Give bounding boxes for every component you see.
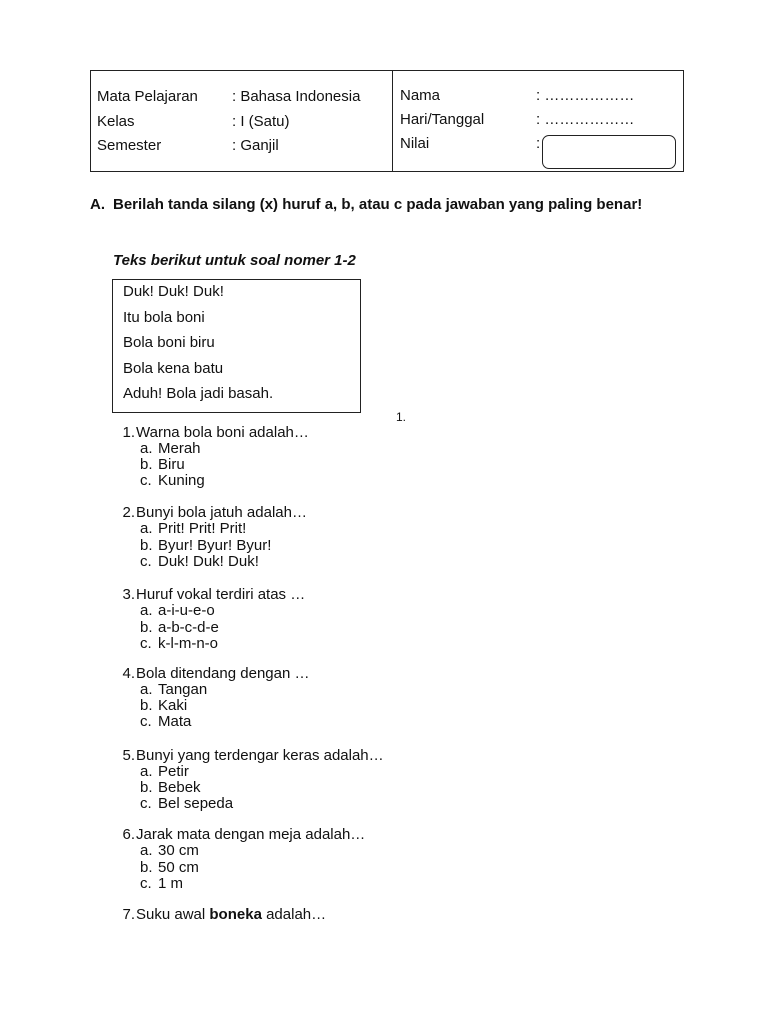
option-letter: c. [140, 635, 152, 652]
question-number: 5. [122, 747, 135, 764]
option-letter: a. [140, 763, 153, 780]
class-label: Kelas [97, 113, 135, 130]
score-box[interactable] [542, 135, 676, 169]
option-text: Tangan [158, 681, 208, 698]
option-text: Kuning [158, 472, 205, 489]
answer-option[interactable] [140, 554, 259, 570]
answer-option[interactable] [140, 620, 219, 636]
passage-line: Bola boni biru [123, 334, 215, 351]
option-text: a-i-u-e-o [158, 602, 215, 619]
option-text: Mata [158, 713, 192, 730]
answer-option[interactable] [140, 473, 205, 489]
date-label: Hari/Tanggal [400, 111, 485, 128]
passage-title: Teks berikut untuk soal nomer 1-2 [113, 252, 356, 269]
option-letter: c. [140, 472, 152, 489]
option-text: Bebek [158, 779, 201, 796]
name-label: Nama [400, 87, 441, 104]
option-text: 50 cm [158, 859, 199, 876]
option-text: Kaki [158, 697, 188, 714]
subject-value: : Bahasa Indonesia [232, 88, 361, 105]
option-letter: a. [140, 681, 153, 698]
question-text: Bola ditendang dengan … [136, 665, 310, 682]
option-text: k-l-m-n-o [158, 635, 218, 652]
question-text: Bunyi bola jatuh adalah… [136, 504, 307, 521]
answer-option[interactable] [140, 698, 187, 714]
date-field[interactable]: : ……………… [536, 111, 635, 128]
option-letter: b. [140, 779, 153, 796]
option-letter: b. [140, 537, 153, 554]
question-number: 2. [122, 504, 135, 521]
stray-number-mark: 1. [396, 410, 407, 424]
question-text-before: Suku awal [136, 906, 206, 923]
header-table [90, 70, 684, 172]
answer-option[interactable] [140, 843, 199, 859]
option-letter: c. [140, 795, 152, 812]
question-number: 1. [122, 424, 135, 441]
question-number: 6. [122, 826, 135, 843]
header-divider [392, 71, 393, 171]
option-text: 1 m [158, 875, 184, 892]
answer-option[interactable] [140, 521, 246, 537]
name-field[interactable]: : ……………… [536, 87, 635, 104]
option-letter: b. [140, 697, 153, 714]
score-colon: : [536, 135, 541, 152]
option-text: a-b-c-d-e [158, 619, 219, 636]
question-text: Warna bola boni adalah… [136, 424, 309, 441]
section-instruction-text: Berilah tanda silang (x) huruf a, b, atau c pada jawaban yang paling benar! [113, 196, 643, 213]
passage-line: Itu bola boni [123, 309, 205, 326]
answer-option[interactable] [140, 860, 199, 876]
option-letter: c. [140, 875, 152, 892]
answer-option[interactable] [140, 457, 185, 473]
option-text: Duk! Duk! Duk! [158, 553, 259, 570]
answer-option[interactable] [140, 636, 218, 652]
option-letter: b. [140, 619, 153, 636]
passage-line: Duk! Duk! Duk! [123, 283, 224, 300]
option-letter: b. [140, 456, 153, 473]
question-number: 3. [122, 586, 135, 603]
option-text: Merah [158, 440, 201, 457]
semester-value: : Ganjil [232, 137, 279, 154]
option-letter: c. [140, 713, 152, 730]
question-number: 7. [122, 906, 135, 923]
answer-option[interactable] [140, 780, 201, 796]
option-text: Prit! Prit! Prit! [158, 520, 247, 537]
passage-box [112, 279, 361, 413]
option-text: Petir [158, 763, 189, 780]
answer-option[interactable] [140, 682, 207, 698]
option-text: Byur! Byur! Byur! [158, 537, 272, 554]
option-text: 30 cm [158, 842, 199, 859]
passage-line: Bola kena batu [123, 360, 224, 377]
answer-option[interactable] [140, 603, 215, 619]
question-text: Jarak mata dengan meja adalah… [136, 826, 366, 843]
option-letter: a. [140, 602, 153, 619]
option-letter: c. [140, 553, 152, 570]
question-text-after: adalah… [266, 906, 327, 923]
section-number: A. [90, 196, 105, 213]
answer-option[interactable] [140, 714, 191, 730]
subject-label: Mata Pelajaran [97, 88, 198, 105]
option-letter: a. [140, 842, 153, 859]
passage-line: Aduh! Bola jadi basah. [123, 385, 274, 402]
answer-option[interactable] [140, 538, 271, 554]
answer-option[interactable] [140, 441, 201, 457]
class-value: : I (Satu) [232, 113, 290, 130]
option-letter: a. [140, 440, 153, 457]
answer-option[interactable] [140, 876, 183, 892]
answer-option[interactable] [140, 796, 233, 812]
option-text: Biru [158, 456, 185, 473]
question-number: 4. [122, 665, 135, 682]
question-keyword: boneka [209, 906, 262, 923]
question-text: Huruf vokal terdiri atas … [136, 586, 306, 603]
option-text: Bel sepeda [158, 795, 234, 812]
question-text [136, 907, 326, 923]
score-label: Nilai [400, 135, 430, 152]
question-text: Bunyi yang terdengar keras adalah… [136, 747, 384, 764]
answer-option[interactable] [140, 764, 189, 780]
option-letter: b. [140, 859, 153, 876]
option-letter: a. [140, 520, 153, 537]
semester-label: Semester [97, 137, 162, 154]
